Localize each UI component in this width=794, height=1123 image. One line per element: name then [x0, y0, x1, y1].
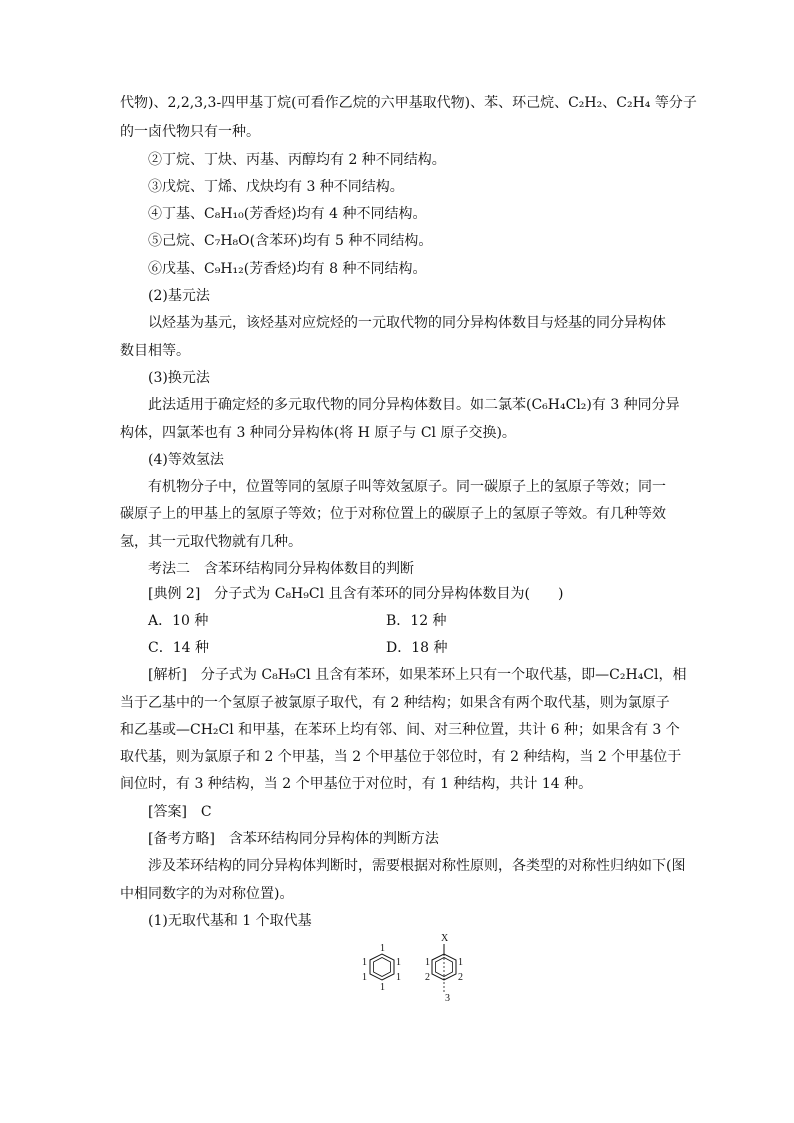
- benzene-symmetry-figure: [348, 930, 478, 1020]
- section-heading: 考法二 含苯环结构同分异构体数目的判断: [148, 561, 414, 577]
- benzene-ring: [362, 943, 401, 993]
- paragraph-line: 氢，其一元取代物就有几种。: [120, 534, 302, 550]
- position-label: 1: [380, 943, 385, 954]
- analysis-line: [解析] 分子式为 C₈H₉Cl 且含有苯环，如果苯环上只有一个取代基，即—C₂H₄Cl，相: [148, 667, 687, 683]
- position-label: 1: [425, 957, 430, 968]
- option-d: D．18 种: [386, 640, 448, 656]
- analysis-line: 取代基，则为氯原子和 2 个甲基，当 2 个甲基位于邻位时，有 2 种结构，当 2 个甲基位于: [120, 749, 682, 765]
- position-label: 2: [425, 972, 430, 983]
- paragraph-line: 碳原子上的甲基上的氢原子等效；位于对称位置上的碳原子上的氢原子等效。有几种等效: [120, 506, 666, 522]
- position-label: 1: [396, 957, 401, 968]
- list-item: ⑥戊基、C₉H₁₂(芳香烃)均有 8 种不同结构。: [148, 261, 427, 277]
- option-a: A．10 种: [148, 613, 209, 629]
- list-item: ③戊烷、丁烯、戊炔均有 3 种不同结构。: [148, 179, 404, 195]
- paragraph-line: 以烃基为基元，该烃基对应烷烃的一元取代物的同分异构体数目与烃基的同分异构体: [148, 315, 666, 331]
- paragraph-line: 涉及苯环结构的同分异构体判断时，需要根据对称性原则，各类型的对称性归纳如下(图: [148, 858, 686, 874]
- option-c: C．14 种: [148, 640, 209, 656]
- option-b: B．12 种: [386, 613, 447, 629]
- section-heading: (3)换元法: [148, 370, 210, 386]
- paragraph-line: 构体，四氯苯也有 3 种同分异构体(将 H 原子与 Cl 原子交换)。: [120, 425, 516, 441]
- paragraph-line: 中相同数字的为对称位置)。: [120, 886, 294, 902]
- list-item: ②丁烷、丁炔、丙基、丙醇均有 2 种不同结构。: [148, 152, 446, 168]
- analysis-line: 和乙基或—CH₂Cl 和甲基，在苯环上均有邻、间、对三种位置，共计 6 种；如果含有 3 个: [120, 722, 680, 738]
- substituent-label: X: [441, 933, 449, 944]
- question-stem: [典例 2] 分子式为 C₈H₉Cl 且含有苯环的同分异构体数目为( ): [148, 586, 564, 602]
- section-heading: (1)无取代基和 1 个取代基: [148, 913, 312, 929]
- answer-line: [答案] C: [148, 804, 212, 820]
- benzene-diagram-svg: [348, 930, 478, 1020]
- substituted-benzene-ring: [425, 933, 463, 1004]
- text-line: 代物)、2,2,3,3-四甲基丁烷(可看作乙烷的六甲基取代物)、苯、环己烷、C₂H₂、C₂H₄ 等分子: [120, 95, 697, 111]
- position-label: 1: [380, 982, 385, 993]
- position-label: 2: [458, 972, 463, 983]
- paragraph-line: 有机物分子中，位置等同的氢原子叫等效氢原子。同一碳原子上的氢原子等效；同一: [148, 479, 666, 495]
- position-label: 1: [362, 957, 367, 968]
- section-heading: (4)等效氢法: [148, 452, 224, 468]
- list-item: ⑤己烷、C₇H₈O(含苯环)均有 5 种不同结构。: [148, 233, 433, 249]
- position-label: 1: [396, 972, 401, 983]
- list-item: ④丁基、C₈H₁₀(芳香烃)均有 4 种不同结构。: [148, 206, 427, 222]
- position-label: 3: [445, 993, 450, 1004]
- analysis-line: 当于乙基中的一个氢原子被氯原子取代，有 2 种结构；如果含有两个取代基，则为氯原子: [120, 695, 670, 711]
- position-label: 1: [362, 972, 367, 983]
- paragraph-line: 此法适用于确定烃的多元取代物的同分异构体数目。如二氯苯(C₆H₄Cl₂)有 3 种同分异: [148, 397, 680, 413]
- position-label: 1: [458, 957, 463, 968]
- section-heading: (2)基元法: [148, 288, 210, 304]
- text-line: 的一卤代物只有一种。: [120, 124, 260, 140]
- strategy-heading: [备考方略] 含苯环结构同分异构体的判断方法: [148, 831, 439, 847]
- analysis-line: 间位时，有 3 种结构，当 2 个甲基位于对位时，有 1 种结构，共计 14 种。: [120, 776, 593, 792]
- paragraph-line: 数目相等。: [120, 343, 190, 359]
